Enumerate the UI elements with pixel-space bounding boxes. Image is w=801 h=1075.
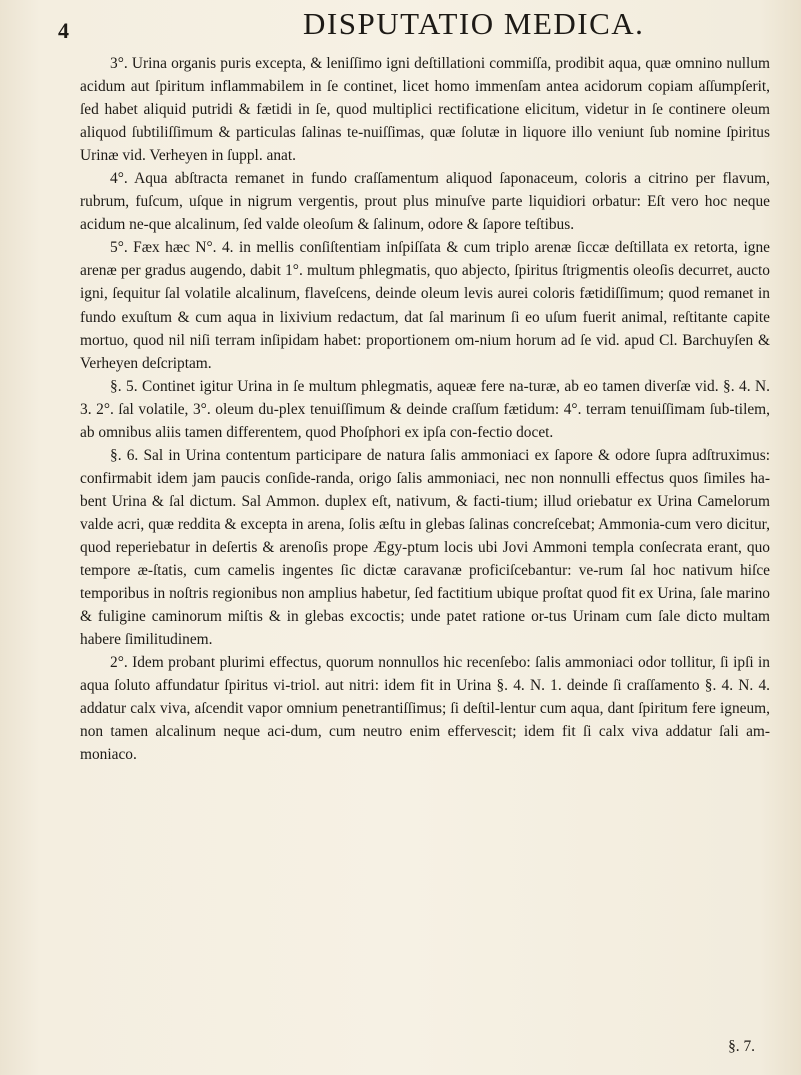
paragraph-effectus: 2°. Idem probant plurimi effectus, quorum nonnullos hic recenſebo: ſalis ammoniaci odor tollitur, ſi ipſi in aqua ſoluto affundatur ſpiritus vi-triol. aut nitri: idem fit in Urina §. 4. N. 1. deinde ſi craſſamento §. 4. N. 4. addatur calx viva, aſcendit vapor omnium penetrantiſſimus; ſi deſtil-lentur cum aqua, dant ſpiritum fere igneum, non tamen alcalinum neque aci-dum, cum neutro enim effervescit; idem fit ſi calx viva addatur ſali am-moniaco. — [80, 654, 770, 764]
paragraph-section-6: §. 6. Sal in Urina contentum participare de natura ſalis ammoniaci ex ſapore & odore ſupra adſtruximus: confirmabit idem jam paucis conſide-randa, origo ſalis ammoniaci, nec non nonnulli effectus quos ſimiles ha-bent Urina & ſal dictum. Sal Ammon. duplex eſt, nativum, & facti-tium; illud oriebatur ex Urina Camelorum valde acri, quæ reddita & excepta in arena, ſolis æſtu in glebas ſalinas concreſcebat; Ammonia-cum vero dicitur, quod reperiebatur in deſertis & arenoſis prope Ægy-ptum locis ubi Jovi Ammoni templa conſecrata erant, quo tempore æ-ſtatis, cum camelis ingentes ſic dictæ caravanæ proficiſcebantur: ve-rum ſal hoc nativum hiſce temporibus in noſtris regionibus non amplius habetur, ſed factitium ubique proſtat quod fit ex Urina, ſale marino & fuligine caminorum miſtis & in glebas excoctis; unde patet ratione or-tus Urinam cum ſale dicto multam habere ſimilitudinem. — [80, 446, 770, 649]
paragraph-aqua-abstracta: 4°. Aqua abſtracta remanet in fundo craſſamentum aliquod ſaponaceum, coloris a citrino per flavum, rubrum, fuſcum, uſque in nigrum vergentis, prout plus minuſve parte liquidiori orbatur: Eſt vero hoc neque acidum ne-que alcalinum, ſed valde oleoſum & ſalinum, odore & ſapore teſtibus. — [80, 170, 770, 234]
page-number: 4 — [58, 18, 69, 43]
paragraph-faex: 5°. Fæx hæc N°. 4. in mellis conſiſtentiam inſpiſſata & cum triplo arenæ ſiccæ deſtillata ex retorta, igne arenæ per gradus augendo, dabit 1°. multum phlegmatis, quo abjecto, ſpiritus ſtrigmentis oleoſis decurret, aucto igni, ſequitur ſal volatile alcalinum, flaveſcens, deinde oleum levis aurei coloris fætidiſſimum; quod remanet in fundo exuſtum & cum aqua in lixivium redactum, dat ſal marinum ſi eo uſum fuerit animal, reſtitante capite mortuo, quod nil niſi terram inſipidam habet: proportionem om-nium horum ad ſe vid. apud Cl. Barchuyſen & Verheyen deſcriptam. — [80, 239, 770, 372]
page-header — [58, 6, 778, 46]
body-text — [80, 52, 770, 766]
paragraph-urina-distillation: 3°. Urina organis puris excepta, & leniſſimo igni deſtillationi commiſſa, prodibit aqua, quæ omnino nullum acidum aut ſpiritum inflammabilem in ſe continet, licet homo immenſam antea acidorum copiam aſſumpſerit, ſed habet aliquid putridi & fætidi in ſe, quod multiplici rectificatione elicitum, videtur in ſe continere oleum aliquod ſubtiliſſimum & particulas ſalinas te-nuiſſimas, quæ ſolutæ in liquore illo veniunt ſub nomine ſpiritus Urinæ vid. Verheyen in ſuppl. anat. — [80, 55, 770, 165]
paragraph-section-5: §. 5. Continet igitur Urina in ſe multum phlegmatis, aqueæ fere na-turæ, ab eo tamen diverſæ vid. §. 4. N. 3. 2°. ſal volatile, 3°. oleum du-plex tenuiſſimum & deinde craſſum fætidum: 4°. terram tenuiſſimam ſub-tilem, ab omnibus aliis tamen differentem, quod Phoſphori ex ipſa con-fectio docet. — [80, 377, 770, 441]
catchword: §. 7. — [728, 1038, 755, 1055]
running-head: DISPUTATIO MEDICA. — [303, 6, 645, 41]
